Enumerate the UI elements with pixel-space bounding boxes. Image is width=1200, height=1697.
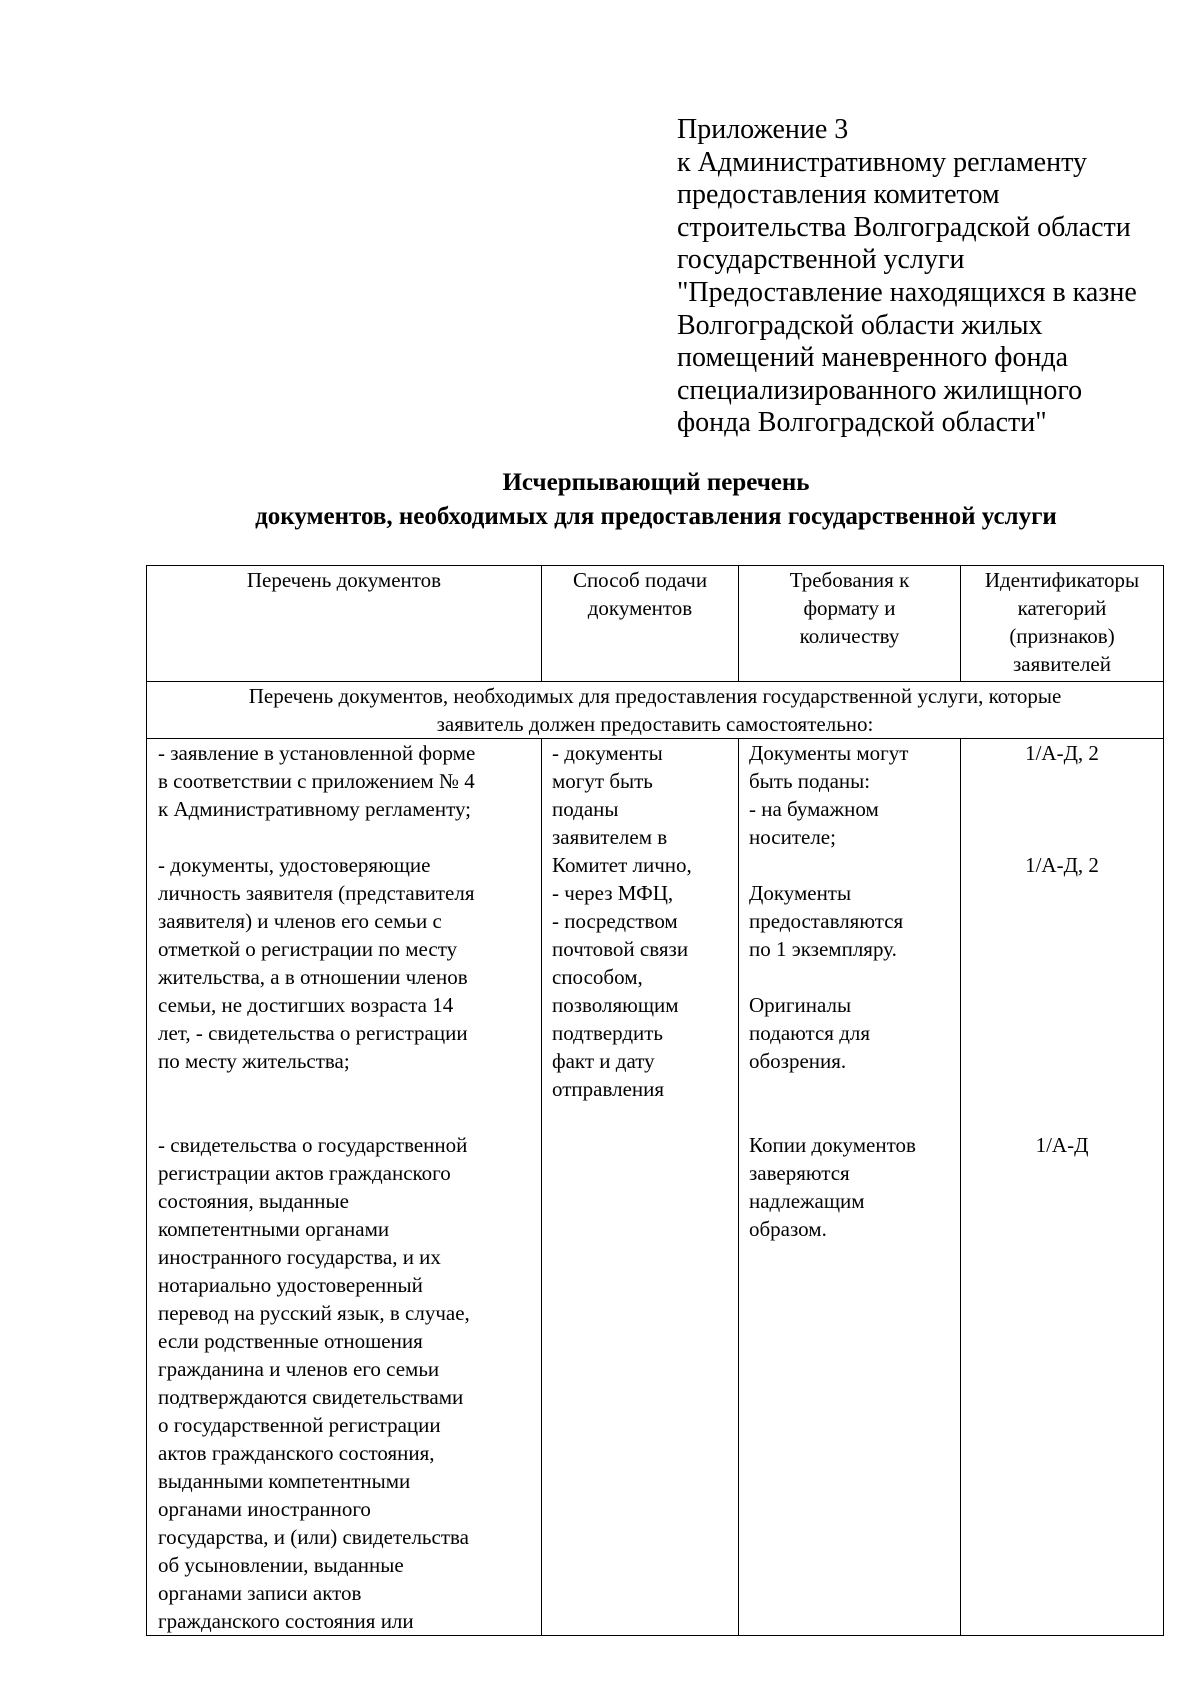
cell-line: - документы, удостоверяющие: [158, 853, 431, 877]
cell-line: поданы: [552, 797, 619, 821]
header-line: Требования к: [789, 568, 910, 592]
cell-line: нотариально удостоверенный: [158, 1273, 423, 1297]
header-line: количеству: [799, 624, 900, 648]
appendix-block: [677, 114, 1177, 440]
appendix-line: Приложение 3: [677, 114, 849, 145]
cell-line: по 1 экземпляру.: [749, 937, 897, 961]
cell-line: подтвердить: [552, 1021, 664, 1045]
header-line: Способ подачи: [572, 568, 708, 592]
header-line: формату и: [803, 596, 896, 620]
cell-line: - на бумажном: [749, 797, 879, 821]
cell-line: 1/А-Д: [1035, 1133, 1089, 1157]
submission-method-lines: [552, 739, 738, 1103]
header-line: Идентификаторы: [984, 568, 1140, 592]
appendix-line: помещений маневренного фонда: [677, 342, 1069, 374]
cell-line: образом.: [749, 1217, 827, 1241]
cell-line: позволяющим: [552, 993, 679, 1017]
appendix-line: "Предоставление находящихся в казне: [677, 276, 1137, 308]
cell-line: - свидетельства о государственной: [158, 1133, 468, 1157]
cell-line: - через МФЦ,: [552, 881, 674, 905]
cell-line: [961, 879, 1163, 907]
cell-line: [961, 991, 1163, 1019]
cell-line: Комитет лично,: [552, 853, 692, 877]
cell-line: [961, 1103, 1163, 1131]
cell-line: - посредством: [552, 909, 678, 933]
cell-line: почтовой связи: [552, 937, 689, 961]
cell-line: личность заявителя (представителя: [158, 881, 475, 905]
cell-line: заверяются: [749, 1161, 850, 1185]
title-line-1: Исчерпывающий перечень: [502, 469, 810, 496]
cell-line: органами иностранного: [158, 1497, 371, 1521]
cell-line: подаются для: [749, 1021, 871, 1045]
cell-line: в соответствии с приложением № 4: [158, 769, 475, 793]
cell-line: Документы: [749, 881, 852, 905]
cell-line: носителе;: [749, 825, 836, 849]
cell-line: - заявление в установленной форме: [158, 741, 476, 765]
header-line: категорий: [1017, 596, 1107, 620]
appendix-line: Волгоградской области жилых: [677, 309, 1043, 341]
cell-line: состояния, выданные: [158, 1189, 349, 1213]
document-list-lines: [158, 739, 535, 1635]
cell-submission-method: [542, 739, 739, 1636]
cell-line: [961, 963, 1163, 991]
cell-line: государства, и (или) свидетельства: [158, 1525, 469, 1549]
appendix-line: государственной услуги: [677, 244, 965, 276]
cell-line: Документы могут: [749, 741, 909, 765]
appendix-line: к Административному регламенту: [677, 146, 1087, 178]
document-title: [0, 466, 1200, 534]
table-row: [147, 739, 1164, 1636]
header-line: Перечень документов: [246, 568, 442, 592]
cell-line: [749, 1103, 960, 1131]
cell-line: [961, 1047, 1163, 1075]
cell-line: способом,: [552, 965, 643, 989]
cell-line: заявителя) и членов его семьи с: [158, 909, 442, 933]
cell-line: Копии документов: [749, 1133, 916, 1157]
cell-line: [961, 935, 1163, 963]
cell-line: о государственной регистрации: [158, 1413, 441, 1437]
appendix-line: строительства Волгоградской области: [677, 211, 1131, 243]
table-header-row: [147, 566, 1164, 682]
cell-line: [158, 823, 535, 851]
identifier-lines: [961, 739, 1163, 1159]
cell-line: [749, 1075, 960, 1103]
cell-line: [961, 907, 1163, 935]
appendix-line: специализированного жилищного: [677, 374, 1083, 406]
cell-line: лет, - свидетельства о регистрации: [158, 1021, 468, 1045]
cell-line: - документы: [552, 741, 663, 765]
cell-document-list: [147, 739, 542, 1636]
cell-line: об усыновлении, выданные: [158, 1553, 404, 1577]
cell-line: семьи, не достигших возраста 14: [158, 993, 454, 1017]
section-cell: [147, 682, 1164, 739]
cell-line: Оригиналы: [749, 993, 852, 1017]
cell-line: предоставляются: [749, 909, 904, 933]
cell-line: выданными компетентными: [158, 1469, 411, 1493]
cell-line: по месту жительства;: [158, 1049, 350, 1073]
table-section-row: [147, 682, 1164, 739]
cell-line: актов гражданского состояния,: [158, 1441, 435, 1465]
header-cell-format-requirements: [739, 566, 961, 682]
appendix-line: фонда Волгоградской области": [677, 407, 1047, 439]
cell-line: надлежащим: [749, 1189, 865, 1213]
cell-line: к Административному регламенту;: [158, 797, 472, 821]
cell-line: органами записи актов: [158, 1581, 362, 1605]
cell-line: [961, 823, 1163, 851]
cell-line: компетентными органами: [158, 1217, 390, 1241]
cell-line: иностранного государства, и их: [158, 1245, 441, 1269]
cell-line: [961, 767, 1163, 795]
cell-line: [961, 795, 1163, 823]
format-requirements-lines: [749, 739, 960, 1243]
cell-line: обозрения.: [749, 1049, 847, 1073]
cell-line: подтверждаются свидетельствами: [158, 1385, 464, 1409]
header-cell-submission-method: [542, 566, 739, 682]
section-line: заявитель должен предоставить самостоятельно:: [436, 712, 874, 736]
cell-line: гражданского состояния или: [158, 1609, 414, 1633]
header-line: документов: [587, 596, 693, 620]
cell-line: факт и дату: [552, 1049, 655, 1073]
cell-line: перевод на русский язык, в случае,: [158, 1301, 470, 1325]
cell-line: [749, 963, 960, 991]
cell-line: 1/А-Д, 2: [1025, 853, 1099, 877]
cell-format-requirements: [739, 739, 961, 1636]
cell-line: жительства, а в отношении членов: [158, 965, 468, 989]
cell-line: гражданина и членов его семьи: [158, 1357, 440, 1381]
cell-line: [158, 1103, 535, 1131]
appendix-line: предоставления комитетом: [677, 179, 1000, 211]
cell-line: если родственные отношения: [158, 1329, 423, 1353]
section-line: Перечень документов, необходимых для предоставления государственной услуги, которые: [248, 684, 1062, 708]
header-cell-identifiers: [961, 566, 1164, 682]
cell-line: быть поданы:: [749, 769, 871, 793]
cell-line: [961, 1019, 1163, 1047]
cell-line: [158, 1075, 535, 1103]
cell-line: [749, 851, 960, 879]
header-line: заявителей: [1013, 652, 1111, 676]
cell-line: 1/А-Д, 2: [1025, 741, 1099, 765]
cell-line: могут быть: [552, 769, 653, 793]
title-line-2: документов, необходимых для предоставления государственной услуги: [255, 503, 1057, 530]
cell-line: регистрации актов гражданского: [158, 1161, 451, 1185]
cell-line: заявителем в: [552, 825, 668, 849]
header-line: (признаков): [1009, 624, 1115, 648]
cell-line: [961, 1075, 1163, 1103]
cell-identifiers: [961, 739, 1164, 1636]
header-cell-documents: [147, 566, 542, 682]
cell-line: отметкой о регистрации по месту: [158, 937, 458, 961]
cell-line: отправления: [552, 1077, 665, 1101]
documents-table: [146, 565, 1164, 1636]
